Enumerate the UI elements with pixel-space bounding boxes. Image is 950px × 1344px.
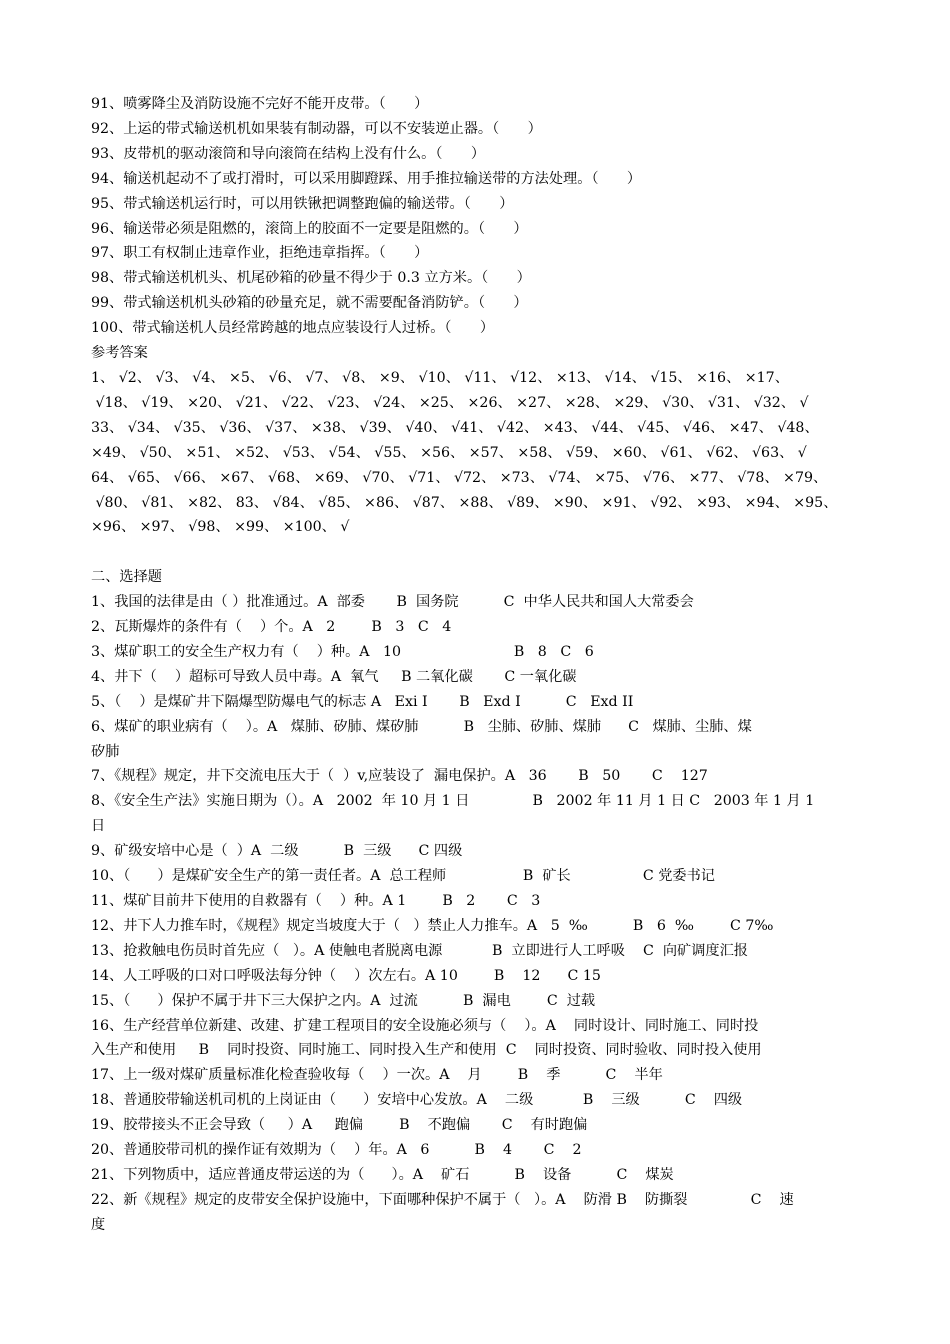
mc-line: 矽肺 <box>91 743 120 760</box>
mc-line: 13、抢救触电伤员时首先应（ ）。A 使触电者脱离电源 B 立即进行人工呼吸 C 向矿调度汇报 <box>91 942 748 959</box>
document-page <box>91 92 861 1238</box>
answer-key-line: ×49、 √50、 ×51、 ×52、 √53、 √54、 √55、 ×56、 ×57、 ×58、 √59、 ×60、 √61、 √62、 √63、 √ <box>91 444 807 461</box>
answer-key <box>91 341 861 540</box>
true-false-section <box>91 92 861 341</box>
section-title: 二、选择题 <box>91 569 162 586</box>
mc-line: 15、（ ）保护不属于井下三大保护之内。A 过流 B 漏电 C 过载 <box>91 992 596 1009</box>
mc-line: 18、普通胶带输送机司机的上岗证由（ ）安培中心发放。A 二级 B 三级 C 四级 <box>91 1092 743 1109</box>
mc-line: 入生产和使用 B 同时投资、同时施工、同时投入生产和使用 C 同时投资、同时验收、同时投入使用 <box>91 1042 762 1059</box>
tf-item-95: 95、带式输送机运行时，可以用铁锹把调整跑偏的输送带。（ ） <box>91 195 514 212</box>
mc-line: 12、井下人力推车时，《规程》规定当坡度大于（ ）禁止人力推车。A 5 ‰ B 6 ‰ C 7‰ <box>91 917 774 934</box>
answer-key-line: 33、 √34、 √35、 √36、 √37、 ×38、 √39、 √40、 √41、 √42、 ×43、 √44、 √45、 √46、 ×47、 √48、 <box>91 419 819 436</box>
tf-item-92: 92、上运的带式输送机机如果装有制动器，可以不安装逆止器。（ ） <box>91 120 542 137</box>
answer-key-title: 参考答案 <box>91 345 148 362</box>
mc-line: 11、煤矿目前井下使用的自救器有（ ）种。A 1 B 2 C 3 <box>91 892 541 909</box>
tf-item-99: 99、带式输送机机头砂箱的砂量充足，就不需要配备消防铲。（ ） <box>91 295 528 312</box>
answer-key-line: ×96、 ×97、 √98、 ×99、 ×100、 √ <box>91 519 350 536</box>
mc-line: 20、普通胶带司机的操作证有效期为（ ）年。A 6 B 4 C 2 <box>91 1142 582 1159</box>
tf-item-96: 96、输送带必须是阻燃的，滚筒上的胶面不一定要是阻燃的。（ ） <box>91 220 528 237</box>
mc-line: 17、上一级对煤矿质量标准化检查验收每（ ）一次。A 月 B 季 C 半年 <box>91 1067 663 1084</box>
mc-line: 6、煤矿的职业病有（ ）。A 煤肺、矽肺、煤矽肺 B 尘肺、矽肺、煤肺 C 煤肺、尘肺、煤 <box>91 718 752 735</box>
answer-key-line: √80、 √81、 ×82、 83、 √84、 √85、 ×86、 √87、 ×88、 √89、 ×90、 ×91、 √92、 ×93、 ×94、 ×95、 <box>91 494 838 511</box>
mc-line: 22、新《规程》规定的皮带安全保护设施中，下面哪种保护不属于（ ）。A 防滑 B 防撕裂 C 速 <box>91 1191 794 1208</box>
mc-line: 1、我国的法律是由（ ）批准通过。A 部委 B 国务院 C 中华人民共和国人大常委会 <box>91 594 694 611</box>
mc-line: 10、（ ）是煤矿安全生产的第一责任者。A 总工程师 B 矿长 C 党委书记 <box>91 868 715 885</box>
mc-line: 16、生产经营单位新建、改建、扩建工程项目的安全设施必须与（ ）。A 同时设计、同时施工、同时投 <box>91 1017 759 1034</box>
tf-item-94: 94、输送机起动不了或打滑时，可以采用脚蹬踩、用手推拉输送带的方法处理。（ ） <box>91 170 642 187</box>
mc-line: 日 <box>91 818 106 835</box>
mc-line: 3、煤矿职工的安全生产权力有（ ）种。A 10 B 8 C 6 <box>91 643 594 660</box>
mc-line: 21、下列物质中，适应普通皮带运送的为（ ）。A 矿石 B 设备 C 煤炭 <box>91 1166 674 1183</box>
multiple-choice-section <box>91 565 861 1237</box>
mc-line: 9、矿级安培中心是（ ）A 二级 B 三级 C 四级 <box>91 843 463 860</box>
mc-line: 7、《规程》规定，井下交流电压大于（ ）v,应装设了 漏电保护。A 36 B 50 C 127 <box>91 768 708 785</box>
mc-line: 4、井下（ ）超标可导致人员中毒。A 氧气 B 二氧化碳 C 一氧化碳 <box>91 668 577 685</box>
mc-line: 度 <box>91 1216 106 1233</box>
mc-line: 2、瓦斯爆炸的条件有（ ）个。A 2 B 3 C 4 <box>91 619 452 636</box>
tf-item-97: 97、职工有权制止违章作业，拒绝违章指挥。（ ） <box>91 245 429 262</box>
answer-key-line: √18、 √19、 ×20、 √21、 √22、 √23、 √24、 ×25、 ×26、 ×27、 ×28、 ×29、 √30、 √31、 √32、 √ <box>91 394 809 411</box>
tf-item-91: 91、喷雾降尘及消防设施不完好不能开皮带。（ ） <box>91 96 429 112</box>
tf-item-100: 100、带式输送机人员经常跨越的地点应装设行人过桥。（ ） <box>91 320 495 337</box>
mc-line: 5、（ ）是煤矿井下隔爆型防爆电气的标志 A Exi I B Exd I C Exd II <box>91 693 634 710</box>
answer-key-line: 1、 √2、 √3、 √4、 ×5、 √6、 √7、 √8、 ×9、 √10、 √11、 √12、 ×13、 √14、 √15、 ×16、 ×17、 <box>91 369 789 386</box>
blank-line <box>91 540 861 565</box>
answer-key-line: 64、 √65、 √66、 ×67、 √68、 ×69、 √70、 √71、 √72、 ×73、 √74、 ×75、 √76、 ×77、 √78、 ×79、 <box>91 469 828 486</box>
mc-line: 19、胶带接头不正会导致（ ）A 跑偏 B 不跑偏 C 有时跑偏 <box>91 1117 588 1134</box>
tf-item-93: 93、皮带机的驱动滚筒和导向滚筒在结构上没有什么。（ ） <box>91 145 486 162</box>
tf-item-98: 98、带式输送机机头、机尾砂箱的砂量不得少于 0.3 立方米。（ ） <box>91 270 531 287</box>
mc-line: 8、《安全生产法》实施日期为（）。A 2002 年 10 月 1 日 B 2002 年 11 月 1 日 C 2003 年 1 月 1 <box>91 793 815 810</box>
mc-line: 14、人工呼吸的口对口呼吸法每分钟（ ）次左右。A 10 B 12 C 15 <box>91 967 601 984</box>
